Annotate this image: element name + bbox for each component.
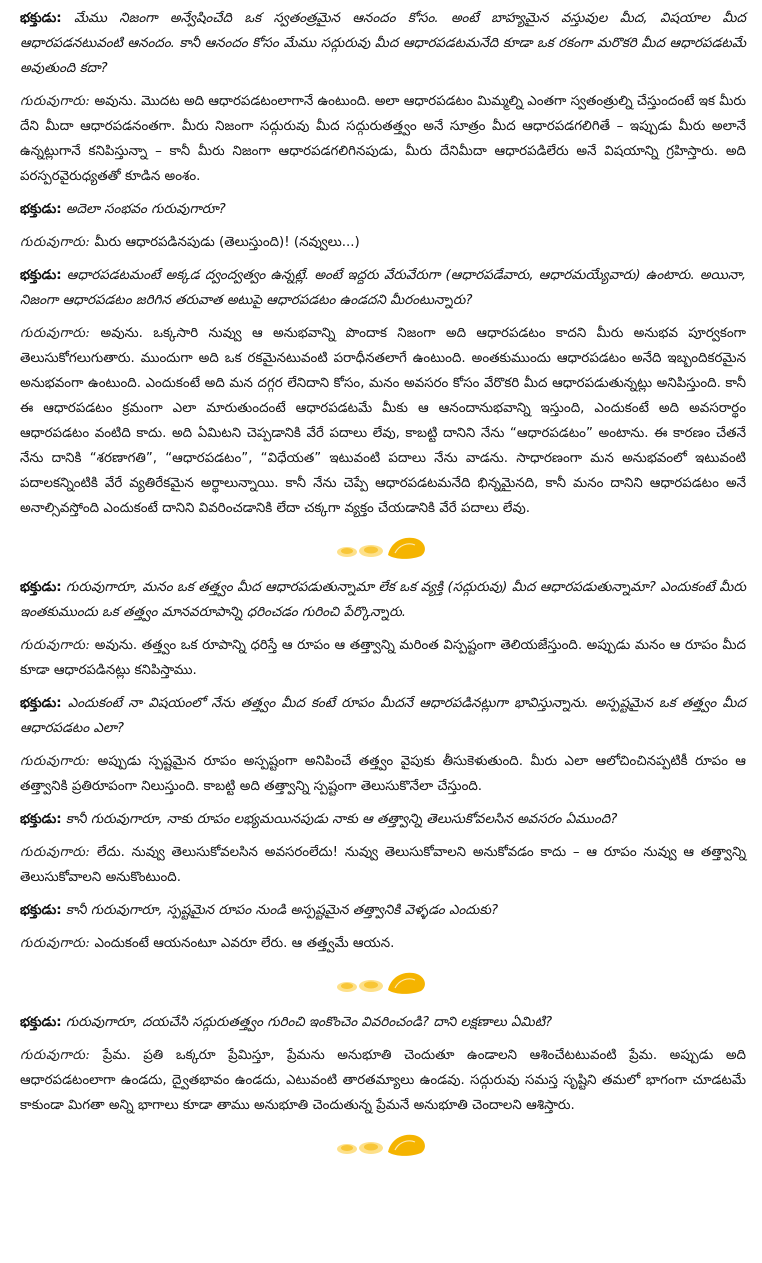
dialogue-text: లేదు. నువ్వు తెలుసుకోవలసిన అవసరంలేదు! నువ్వు తెలుసుకోవాలని అనుకోవడం కాదు – ఆ రూపం నువ్వు ఆ తత్త్వాన్ని తెలుసుకోవాలని అనుకొంటుంది. xyxy=(20,845,746,885)
devotee-label: భక్తుడు: xyxy=(20,268,62,283)
guru-label: గురువుగారు: xyxy=(20,326,91,341)
guru-answer xyxy=(20,749,746,799)
devotee-question xyxy=(20,575,746,625)
devotee-question xyxy=(20,1010,746,1035)
dialogue-text: మేము నిజంగా అన్వేషించేది ఒక స్వతంత్రమైన ఆనందం కోసం. అంటే బాహ్యమైన వస్తువుల మీద, విషయాల మీద ఆధారపడనటువంటి ఆనందం. కానీ ఆనందం కోసం మేము సద్గురువు మీద ఆధారపడటమనేది కూడా ఒక రకంగా మరొకరి మీద ఆధారపడటమే అవుతుంది కదా? xyxy=(20,11,746,76)
guru-label: గురువుగారు: xyxy=(20,94,91,109)
devotee-question xyxy=(20,263,746,313)
devotee-question xyxy=(20,898,746,923)
guru-label: గురువుగారు: xyxy=(20,754,91,769)
guru-label: గురువుగారు: xyxy=(20,638,91,653)
devotee-label: భక్తుడు: xyxy=(20,1015,62,1030)
dialogue-text: కానీ గురువుగారూ, నాకు రూపం లభ్యమయినపుడు నాకు ఆ తత్త్వాన్ని తెలుసుకోవలసిన అవసరం ఏముంది? xyxy=(65,812,618,827)
flower-petals-icon xyxy=(333,968,433,998)
dialogue-text: అవును. మొదట అది ఆధారపడటంలాగానే ఉంటుంది. అలా ఆధారపడటం మిమ్మల్ని ఎంతగా స్వతంత్రుల్ని చేస్తుందంటే ఇక మీరు దేని మీదా ఆధారపడనంతగా. మీరు నిజంగా సద్గురువు మీద సద్గురుతత్త్వం అనే సూత్రం మీద ఆధారపడగలిగితే – ఇప్పుడు మీరు అలానే ఉన్నట్లుగానే కనిపిస్తున్నా – కానీ మీరు నిజంగా ఆధారపడగలిగినపుడు, మీరు దేనిమీదా ఆధారపడిలేరు అనే విషయాన్ని గ్రహిస్తారు. అది పరస్పరవైరుధ్యతతో కూడిన అంశం. xyxy=(20,94,746,184)
dialogue-text: కానీ గురువుగారూ, స్పష్టమైన రూపం నుండి అస్పష్టమైన తత్త్వానికి వెళ్ళడం ఎందుకు? xyxy=(65,903,499,918)
guru-label: గురువుగారు: xyxy=(20,936,91,951)
flower-petals-icon xyxy=(333,533,433,563)
devotee-label: భక్తుడు: xyxy=(20,580,62,595)
flower-petals-icon xyxy=(333,1130,433,1160)
guru-answer xyxy=(20,840,746,890)
guru-label: గురువుగారు: xyxy=(20,1048,91,1063)
section-divider xyxy=(20,964,746,1002)
guru-answer xyxy=(20,931,746,956)
devotee-question xyxy=(20,197,746,222)
section-divider xyxy=(20,529,746,567)
guru-answer xyxy=(20,230,746,255)
dialogue-text: ఆధారపడటమంటే అక్కడ ద్వంద్వత్వం ఉన్నట్లే. అంటే ఇద్దరు వేరువేరుగా (ఆధారపడేవారు, ఆధారమయ్యేవారు) ఉంటారు. అయినా, నిజంగా ఆధారపడటం జరిగిన తరువాత అటుపై ఆధారపడటం ఉండదని మీరంటున్నారు? xyxy=(20,268,746,308)
dialogue-text: మీరు ఆధారపడినపుడు (తెలుస్తుంది)! (నవ్వులు...) xyxy=(94,235,360,250)
dialogue-text: అవును. ఒక్కసారి నువ్వు ఆ అనుభవాన్ని పొందాక నిజంగా అది ఆధారపడటం కాదని మీరు అనుభవ పూర్వకంగా తెలుసుకోగలుగుతారు. ముందుగా అది ఒక రకమైనటువంటి పరాధీనతలాగే ఉంటుంది. అంతకుముందు ఆధారపడటం అనేది ఇబ్బందికరమైన అనుభవంగా ఉంటుంది. ఎందుకంటే అది మన దగ్గర లేనిదాని కోసం, మనం అవసరం కోసం వేరొకరి మీద ఆధారపడుతున్నట్లు అనిపిస్తుంది. కానీ ఈ ఆధారపడటం క్రమంగా ఎలా మారుతుందంటే ఆధారపడటమే మీకు ఆ ఆనందానుభవాన్ని ఇస్తుంది, ఎందుకంటే అది అవసరార్థం ఆధారపడటం వంటిది కాదు. అది ఏమిటని చెప్పడానికి వేరే పదాలు లేవు, కాబట్టి దానిని నేను “ఆధారపడటం” అంటాను. ఈ కారణం చేతనే నేను దానికి “శరణాగతి”, “ఆధారపడటం”, “విధేయత” ఇటువంటి పదాలు నేను వాడను. సాధారణంగా మన అనుభవంలో ఇటువంటి పదాలకన్నింటికి వేరే వ్యతిరేకమైన అర్థాలున్నాయి. కానీ నేను చెప్పే ఆధారపడటమనేది భిన్నమైనది, కానీ మనం దానిని ఆధారపడటం అనే అనాల్సివస్తోంది ఎందుకంటే దానిని వివరించడానికి లేదా చక్కగా వ్యక్తం చేయడానికి వేరే పదాలు లేవు. xyxy=(20,326,746,516)
guru-answer xyxy=(20,89,746,189)
devotee-label: భక్తుడు: xyxy=(20,812,62,827)
dialogue-text: ప్రేమ. ప్రతి ఒక్కరూ ప్రేమిస్తూ, ప్రేమను అనుభూతి చెందుతూ ఉండాలని ఆశించేటటువంటి ప్రేమ. అప్పుడు అది ఆధారపడటంలాగా ఉండదు, ద్వైతభావం ఉండదు, ఎటువంటి తారతమ్యాలు ఉండవు. సద్గురువు సమస్త సృష్టిని తమలో భాగంగా చూడటమే కాకుండా మిగతా అన్ని భాగాలు కూడా తాము అనుభూతి చెందుతున్న ప్రేమనే అనుభూతి చెందాలని ఆశిస్తారు. xyxy=(20,1048,746,1113)
dialogue-text: అవును. తత్త్వం ఒక రూపాన్ని ధరిస్తే ఆ రూపం ఆ తత్త్వాన్ని మరింత విస్పష్టంగా తెలియజేస్తుంది. అప్పుడు మనం ఆ రూపం మీద కూడా ఆధారపడినట్లు కనిపిస్తాము. xyxy=(20,638,746,678)
guru-label: గురువుగారు: xyxy=(20,845,91,860)
dialogue-text: గురువుగారూ, మనం ఒక తత్త్వం మీద ఆధారపడుతున్నామా లేక ఒక వ్యక్తి (సద్గురువు) మీద ఆధారపడుతున్నామా? ఎందుకంటే మీరు ఇంతకుముందు ఒక తత్త్వం మానవరూపాన్ని ధరించడం గురించి పేర్కొన్నారు. xyxy=(20,580,746,620)
devotee-question xyxy=(20,6,746,81)
dialogue-text: గురువుగారూ, దయచేసి సద్గురుతత్త్వం గురించి ఇంకొంచెం వివరించండి? దాని లక్షణాలు ఏమిటి? xyxy=(65,1015,553,1030)
guru-answer xyxy=(20,321,746,521)
devotee-question xyxy=(20,807,746,832)
dialogue-text: అప్పుడు స్పష్టమైన రూపం అస్పష్టంగా అనిపించే తత్త్వం వైపుకు తీసుకెళుతుంది. మీరు ఎలా ఆలోచించినప్పటికీ రూపం ఆ తత్త్వానికి ప్రతిరూపంగా నిలుస్తుంది. కాబట్టి అది తత్త్వాన్ని స్పష్టంగా తెలుసుకొనేలా చేస్తుంది. xyxy=(20,754,746,794)
guru-answer xyxy=(20,1043,746,1118)
devotee-label: భక్తుడు: xyxy=(20,903,62,918)
dialogue-text: ఎందుకంటే నా విషయంలో నేను తత్త్వం మీద కంటే రూపం మీదనే ఆధారపడినట్లుగా భావిస్తున్నాను. అస్పష్టమైన ఒక తత్త్వం మీద ఆధారపడటం ఎలా? xyxy=(20,696,746,736)
devotee-question xyxy=(20,691,746,741)
devotee-label: భక్తుడు: xyxy=(20,11,62,26)
devotee-label: భక్తుడు: xyxy=(20,202,62,217)
devotee-label: భక్తుడు: xyxy=(20,696,62,711)
guru-label: గురువుగారు: xyxy=(20,235,91,250)
dialogue-text: ఎందుకంటే ఆయనంటూ ఎవరూ లేరు. ఆ తత్త్వమే ఆయన. xyxy=(94,936,395,951)
section-divider xyxy=(20,1126,746,1164)
dialogue-text: అదెలా సంభవం గురువుగారూ? xyxy=(65,202,226,217)
guru-answer xyxy=(20,633,746,683)
